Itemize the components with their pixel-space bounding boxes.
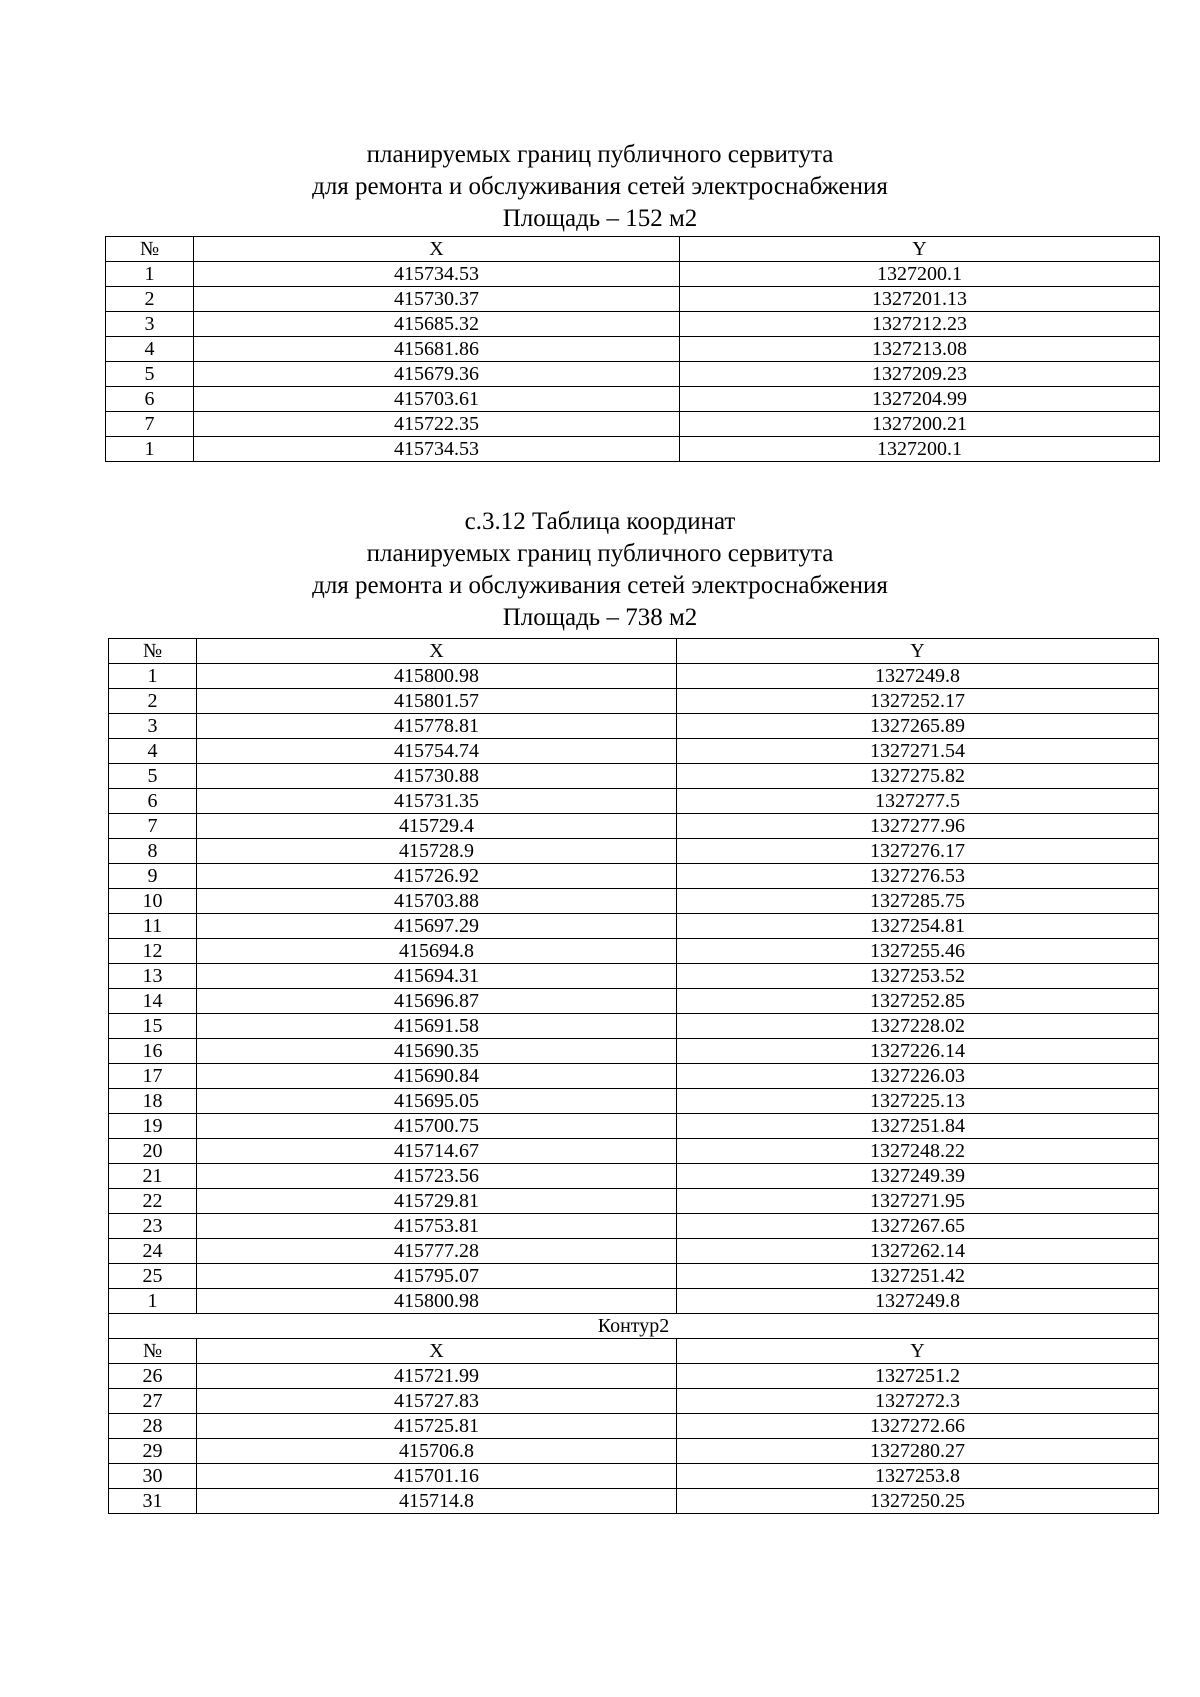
x-cell: 415694.31 <box>197 964 677 989</box>
y-cell: 1327276.53 <box>677 864 1159 889</box>
x-cell: 415723.56 <box>197 1164 677 1189</box>
point-number-cell: 25 <box>109 1264 197 1289</box>
point-number-cell: 1 <box>109 664 197 689</box>
point-number-cell: 24 <box>109 1239 197 1264</box>
y-cell: 1327228.02 <box>677 1014 1159 1039</box>
x-cell: 415730.37 <box>194 287 680 312</box>
point-number-cell: 2 <box>106 287 194 312</box>
table-header-row <box>109 1339 1159 1364</box>
point-number-cell: 7 <box>106 412 194 437</box>
x-cell: 415691.58 <box>197 1014 677 1039</box>
number-column-header: № <box>109 1339 197 1364</box>
x-cell: 415714.8 <box>197 1489 677 1514</box>
table-row <box>109 1189 1159 1214</box>
y-cell: 1327200.1 <box>680 437 1160 462</box>
point-number-cell: 31 <box>109 1489 197 1514</box>
point-number-cell: 23 <box>109 1214 197 1239</box>
point-number-cell: 18 <box>109 1089 197 1114</box>
y-cell: 1327255.46 <box>677 939 1159 964</box>
y-cell: 1327204.99 <box>680 387 1160 412</box>
x-cell: 415706.8 <box>197 1439 677 1464</box>
point-number-cell: 29 <box>109 1439 197 1464</box>
table-header-row <box>109 639 1159 664</box>
point-number-cell: 30 <box>109 1464 197 1489</box>
table-row <box>109 664 1159 689</box>
point-number-cell: 28 <box>109 1414 197 1439</box>
x-cell: 415703.88 <box>197 889 677 914</box>
coordinates-table-2 <box>108 638 1159 1514</box>
point-number-cell: 7 <box>109 814 197 839</box>
x-cell: 415695.05 <box>197 1089 677 1114</box>
y-cell: 1327271.95 <box>677 1189 1159 1214</box>
x-cell: 415729.81 <box>197 1189 677 1214</box>
x-cell: 415800.98 <box>197 1289 677 1314</box>
point-number-cell: 1 <box>109 1289 197 1314</box>
table-row <box>106 387 1160 412</box>
table-row <box>109 789 1159 814</box>
x-column-header: X <box>194 237 680 262</box>
area-line: Площадь – 152 м2 <box>502 205 698 232</box>
x-cell: 415731.35 <box>197 789 677 814</box>
point-number-cell: 3 <box>106 312 194 337</box>
point-number-cell: 3 <box>109 714 197 739</box>
table-row <box>109 739 1159 764</box>
y-cell: 1327226.14 <box>677 1039 1159 1064</box>
table-row <box>109 1114 1159 1139</box>
table-row <box>109 714 1159 739</box>
x-cell: 415800.98 <box>197 664 677 689</box>
table-row <box>109 1389 1159 1414</box>
y-cell: 1327251.42 <box>677 1264 1159 1289</box>
x-cell: 415777.28 <box>197 1239 677 1264</box>
y-cell: 1327271.54 <box>677 739 1159 764</box>
y-cell: 1327252.17 <box>677 689 1159 714</box>
y-cell: 1327201.13 <box>680 287 1160 312</box>
table-row <box>109 1239 1159 1264</box>
y-cell: 1327280.27 <box>677 1439 1159 1464</box>
table-row <box>109 1064 1159 1089</box>
x-cell: 415722.35 <box>194 412 680 437</box>
table-row <box>106 337 1160 362</box>
point-number-cell: 17 <box>109 1064 197 1089</box>
table-row <box>109 1464 1159 1489</box>
y-cell: 1327249.8 <box>677 1289 1159 1314</box>
point-number-cell: 4 <box>106 337 194 362</box>
x-cell: 415725.81 <box>197 1414 677 1439</box>
y-cell: 1327248.22 <box>677 1139 1159 1164</box>
x-cell: 415694.8 <box>197 939 677 964</box>
y-cell: 1327272.3 <box>677 1389 1159 1414</box>
area-line: Площадь – 738 м2 <box>502 604 698 631</box>
y-cell: 1327212.23 <box>680 312 1160 337</box>
x-cell: 415696.87 <box>197 989 677 1014</box>
table-row <box>106 287 1160 312</box>
x-cell: 415690.35 <box>197 1039 677 1064</box>
heading-line: для ремонта и обслуживания сетей электроснабжения <box>312 173 888 200</box>
contour-label: Контур2 <box>109 1314 1159 1339</box>
point-number-cell: 5 <box>109 764 197 789</box>
x-cell: 415726.92 <box>197 864 677 889</box>
y-cell: 1327275.82 <box>677 764 1159 789</box>
y-cell: 1327200.21 <box>680 412 1160 437</box>
point-number-cell: 20 <box>109 1139 197 1164</box>
table-row <box>109 1289 1159 1314</box>
table-row <box>106 437 1160 462</box>
x-cell: 415729.4 <box>197 814 677 839</box>
y-cell: 1327251.84 <box>677 1114 1159 1139</box>
x-cell: 415700.75 <box>197 1114 677 1139</box>
point-number-cell: 19 <box>109 1114 197 1139</box>
point-number-cell: 1 <box>106 437 194 462</box>
point-number-cell: 14 <box>109 989 197 1014</box>
y-column-header: Y <box>677 1339 1159 1364</box>
contour-label-row <box>109 1314 1159 1339</box>
number-column-header: № <box>109 639 197 664</box>
x-cell: 415754.74 <box>197 739 677 764</box>
x-cell: 415721.99 <box>197 1364 677 1389</box>
y-cell: 1327209.23 <box>680 362 1160 387</box>
point-number-cell: 5 <box>106 362 194 387</box>
y-cell: 1327249.39 <box>677 1164 1159 1189</box>
y-cell: 1327262.14 <box>677 1239 1159 1264</box>
x-cell: 415730.88 <box>197 764 677 789</box>
heading-line: планируемых границ публичного сервитута <box>366 540 834 567</box>
table-row <box>109 1489 1159 1514</box>
y-cell: 1327249.8 <box>677 664 1159 689</box>
y-cell: 1327253.52 <box>677 964 1159 989</box>
point-number-cell: 15 <box>109 1014 197 1039</box>
table-row <box>109 889 1159 914</box>
x-cell: 415697.29 <box>197 914 677 939</box>
table-row <box>109 689 1159 714</box>
y-cell: 1327267.65 <box>677 1214 1159 1239</box>
table-row <box>106 312 1160 337</box>
point-number-cell: 9 <box>109 864 197 889</box>
table-row <box>106 362 1160 387</box>
table-row <box>109 989 1159 1014</box>
table-row <box>109 1264 1159 1289</box>
heading-line: планируемых границ публичного сервитута <box>366 141 834 168</box>
point-number-cell: 6 <box>109 789 197 814</box>
y-cell: 1327254.81 <box>677 914 1159 939</box>
coordinates-table-1 <box>105 236 1160 462</box>
x-cell: 415728.9 <box>197 839 677 864</box>
table-row <box>109 814 1159 839</box>
table-row <box>109 1364 1159 1389</box>
table-row <box>109 764 1159 789</box>
point-number-cell: 10 <box>109 889 197 914</box>
y-cell: 1327252.85 <box>677 989 1159 1014</box>
y-cell: 1327276.17 <box>677 839 1159 864</box>
y-column-header: Y <box>677 639 1159 664</box>
point-number-cell: 12 <box>109 939 197 964</box>
table-row <box>109 914 1159 939</box>
table-header-row <box>106 237 1160 262</box>
point-number-cell: 27 <box>109 1389 197 1414</box>
y-cell: 1327225.13 <box>677 1089 1159 1114</box>
x-cell: 415703.61 <box>194 387 680 412</box>
table-row <box>109 1039 1159 1064</box>
point-number-cell: 2 <box>109 689 197 714</box>
table-row <box>109 1089 1159 1114</box>
number-column-header: № <box>106 237 194 262</box>
table-row <box>109 1014 1159 1039</box>
table-row <box>109 1139 1159 1164</box>
section-1-heading <box>0 139 1200 235</box>
x-cell: 415701.16 <box>197 1464 677 1489</box>
point-number-cell: 6 <box>106 387 194 412</box>
table-row <box>109 1164 1159 1189</box>
y-cell: 1327272.66 <box>677 1414 1159 1439</box>
y-cell: 1327277.96 <box>677 814 1159 839</box>
point-number-cell: 26 <box>109 1364 197 1389</box>
x-cell: 415727.83 <box>197 1389 677 1414</box>
x-cell: 415753.81 <box>197 1214 677 1239</box>
x-column-header: X <box>197 1339 677 1364</box>
y-cell: 1327277.5 <box>677 789 1159 814</box>
y-cell: 1327226.03 <box>677 1064 1159 1089</box>
point-number-cell: 16 <box>109 1039 197 1064</box>
x-column-header: X <box>197 639 677 664</box>
heading-line: для ремонта и обслуживания сетей электроснабжения <box>312 572 888 599</box>
table-row <box>109 1414 1159 1439</box>
point-number-cell: 4 <box>109 739 197 764</box>
y-cell: 1327253.8 <box>677 1464 1159 1489</box>
y-cell: 1327250.25 <box>677 1489 1159 1514</box>
point-number-cell: 21 <box>109 1164 197 1189</box>
y-cell: 1327285.75 <box>677 889 1159 914</box>
point-number-cell: 22 <box>109 1189 197 1214</box>
table-row <box>109 1214 1159 1239</box>
x-cell: 415734.53 <box>194 437 680 462</box>
x-cell: 415681.86 <box>194 337 680 362</box>
table-row <box>109 964 1159 989</box>
x-cell: 415690.84 <box>197 1064 677 1089</box>
x-cell: 415795.07 <box>197 1264 677 1289</box>
table-row <box>109 839 1159 864</box>
table-row <box>106 262 1160 287</box>
table-row <box>109 939 1159 964</box>
x-cell: 415734.53 <box>194 262 680 287</box>
point-number-cell: 11 <box>109 914 197 939</box>
table-row <box>109 864 1159 889</box>
y-cell: 1327251.2 <box>677 1364 1159 1389</box>
y-cell: 1327265.89 <box>677 714 1159 739</box>
point-number-cell: 1 <box>106 262 194 287</box>
section-2-heading <box>0 506 1200 634</box>
point-number-cell: 13 <box>109 964 197 989</box>
table-caption: с.3.12 Таблица координат <box>464 508 736 535</box>
table-row <box>106 412 1160 437</box>
x-cell: 415801.57 <box>197 689 677 714</box>
x-cell: 415679.36 <box>194 362 680 387</box>
table-row <box>109 1439 1159 1464</box>
point-number-cell: 8 <box>109 839 197 864</box>
y-cell: 1327200.1 <box>680 262 1160 287</box>
y-column-header: Y <box>680 237 1160 262</box>
x-cell: 415778.81 <box>197 714 677 739</box>
x-cell: 415685.32 <box>194 312 680 337</box>
y-cell: 1327213.08 <box>680 337 1160 362</box>
x-cell: 415714.67 <box>197 1139 677 1164</box>
